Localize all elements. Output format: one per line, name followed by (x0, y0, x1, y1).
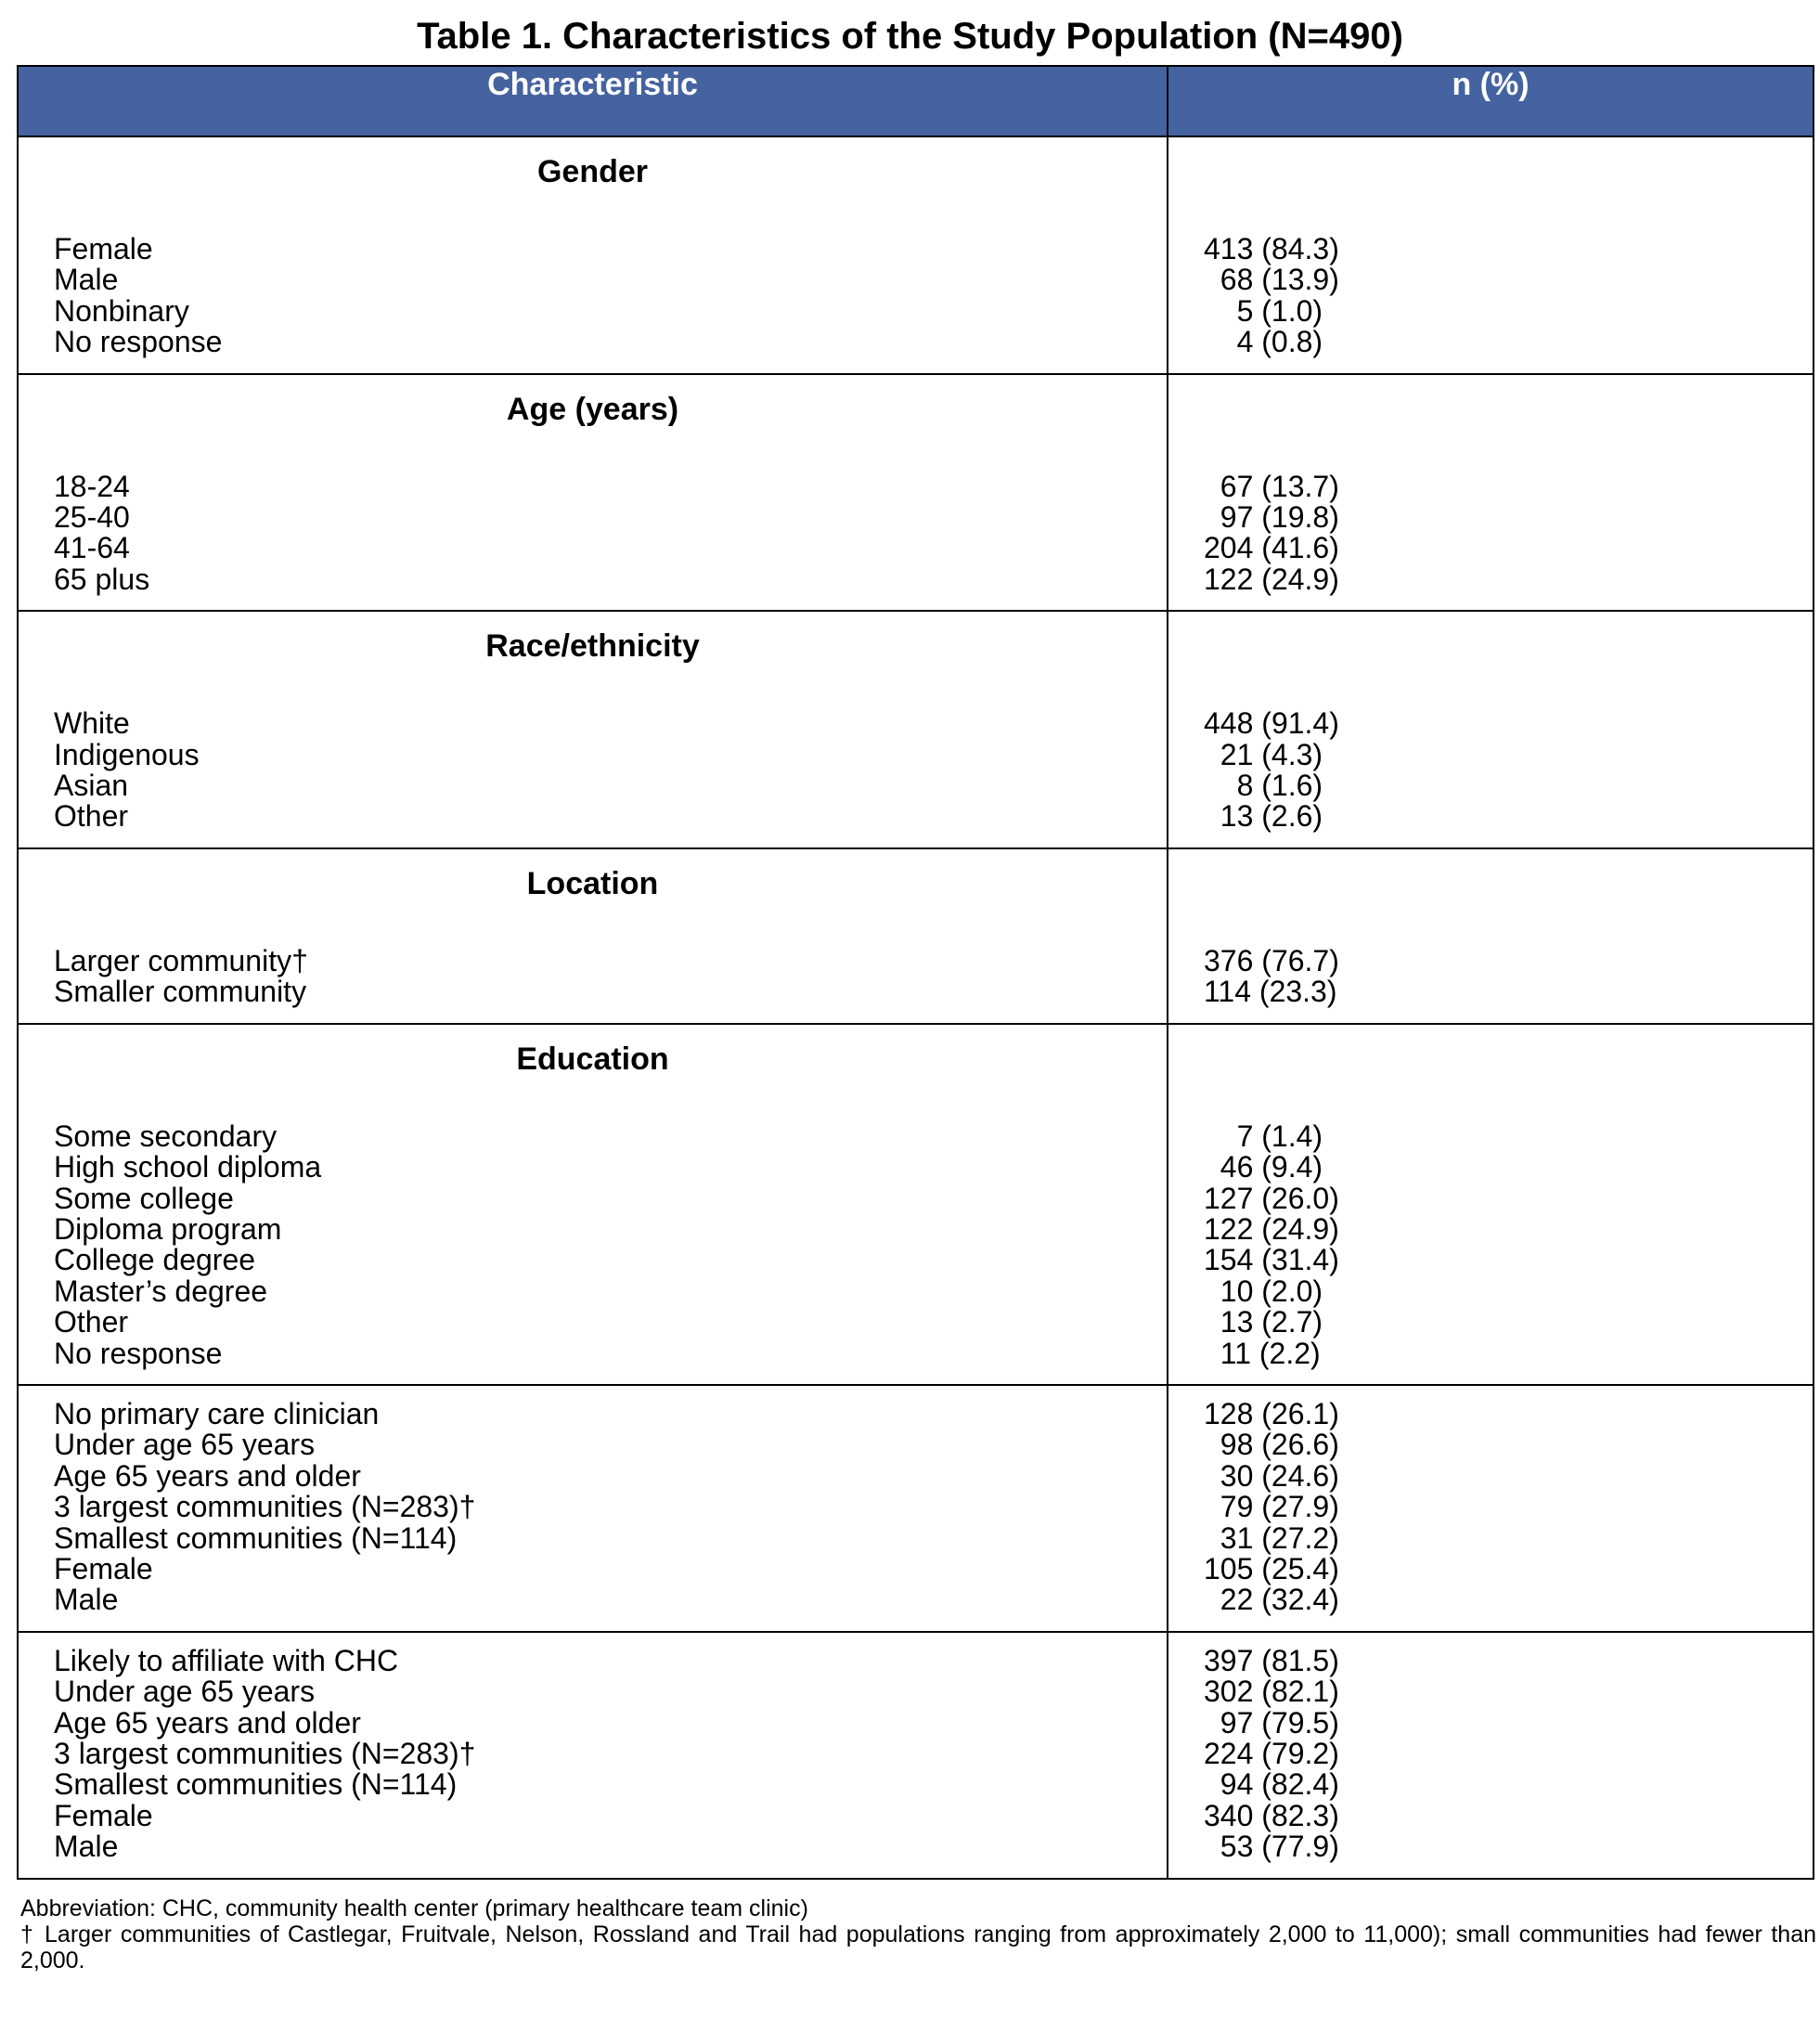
row-label: Age 65 years and older (54, 1458, 361, 1493)
row-label: Larger community† (54, 943, 308, 977)
table-header-row (18, 66, 1814, 136)
row-label: High school diploma (54, 1150, 322, 1184)
characteristic-cell (18, 136, 1168, 374)
row-value: 79 (27.9) (1204, 1490, 1339, 1524)
row-label: Smaller community (54, 975, 307, 1009)
n-percent-cell (1168, 1385, 1814, 1632)
row-label: Smallest communities (N=114) (54, 1520, 458, 1555)
row-value: 46 (9.4) (1204, 1150, 1323, 1184)
row-value: 98 (26.6) (1204, 1428, 1339, 1462)
row-label: No primary care clinician (54, 1396, 380, 1430)
header-n-percent: n (%) (1168, 66, 1814, 136)
section-title: Gender (536, 154, 649, 189)
row-value: 413 (84.3) (1204, 232, 1339, 265)
characteristic-cell (18, 1024, 1168, 1385)
row-label: Other (54, 799, 129, 834)
row-label: Age 65 years and older (54, 1705, 361, 1740)
row-label: Under age 65 years (54, 1428, 316, 1462)
characteristics-table (17, 65, 1814, 1880)
table-section-row (18, 1632, 1814, 1879)
row-label: 41-64 (54, 531, 130, 565)
row-value: 114 (23.3) (1204, 975, 1337, 1009)
n-percent-cell (1168, 1024, 1814, 1385)
row-label: Master’s degree (54, 1274, 268, 1308)
row-label: No response (54, 1336, 223, 1370)
row-value: 97 (79.5) (1204, 1705, 1339, 1740)
row-value: 21 (4.3) (1204, 737, 1323, 771)
row-value: 127 (26.0) (1204, 1181, 1339, 1215)
row-label: 18-24 (54, 469, 130, 503)
row-label: Male (54, 1583, 119, 1617)
footnote-dagger: † Larger communities of Castlegar, Fruitvale, Nelson, Rossland and Trail had populations ranging from approximately 2,000 to 11,000); small communities had fewer than 2,000. (20, 1921, 1816, 1973)
row-label: Other (54, 1305, 129, 1339)
row-value: 10 (2.0) (1204, 1274, 1323, 1308)
row-label: Female (54, 232, 153, 265)
row-label: Under age 65 years (54, 1675, 316, 1709)
characteristic-cell (18, 374, 1168, 612)
row-value: 154 (31.4) (1204, 1243, 1339, 1277)
row-value: 122 (24.9) (1204, 562, 1339, 596)
table-section-row (18, 611, 1814, 848)
row-value: 31 (27.2) (1204, 1520, 1339, 1555)
row-value: 376 (76.7) (1204, 943, 1339, 977)
row-value: 5 (1.0) (1204, 293, 1323, 328)
row-label: 3 largest communities (N=283)† (54, 1490, 476, 1524)
row-label: Some secondary (54, 1119, 278, 1153)
table-section-row (18, 1385, 1814, 1632)
n-percent-cell (1168, 374, 1814, 612)
characteristic-cell (18, 611, 1168, 848)
row-label: No response (54, 325, 223, 359)
row-value: 13 (2.7) (1204, 1305, 1323, 1339)
table-section-row (18, 136, 1814, 374)
row-label: 25-40 (54, 500, 130, 535)
row-value: 7 (1.4) (1204, 1119, 1323, 1153)
row-label: Smallest communities (N=114) (54, 1767, 458, 1802)
row-value: 122 (24.9) (1204, 1211, 1339, 1246)
row-value: 4 (0.8) (1204, 325, 1323, 359)
row-value: 53 (77.9) (1204, 1830, 1339, 1864)
section-title: Age (years) (506, 391, 679, 427)
footnotes (20, 1895, 1816, 1973)
row-label: Indigenous (54, 737, 200, 771)
row-value: 67 (13.7) (1204, 469, 1339, 503)
n-percent-cell (1168, 611, 1814, 848)
row-value: 302 (82.1) (1204, 1675, 1339, 1709)
row-label: College degree (54, 1243, 256, 1277)
row-value: 340 (82.3) (1204, 1798, 1339, 1832)
characteristic-cell (18, 1632, 1168, 1879)
row-label: 3 largest communities (N=283)† (54, 1737, 476, 1770)
row-label: Nonbinary (54, 293, 189, 328)
row-value: 22 (32.4) (1204, 1583, 1339, 1617)
row-label: 65 plus (54, 562, 150, 596)
table-section-row (18, 374, 1814, 612)
table-title: Table 1. Characteristics of the Study Population (N=490) (417, 16, 1403, 57)
footnote-abbreviation: Abbreviation: CHC, community health center (primary healthcare team clinic) (20, 1895, 808, 1921)
row-label: Female (54, 1798, 153, 1832)
header-characteristic: Characteristic (18, 66, 1168, 136)
row-label: Female (54, 1551, 153, 1585)
row-value: 8 (1.6) (1204, 769, 1323, 803)
table-section-row (18, 1024, 1814, 1385)
section-title: Location (526, 865, 659, 901)
row-value: 397 (81.5) (1204, 1643, 1339, 1677)
row-value: 224 (79.2) (1204, 1737, 1339, 1770)
row-label: White (54, 706, 130, 741)
row-label: Male (54, 263, 119, 297)
row-value: 204 (41.6) (1204, 531, 1339, 565)
row-label: Asian (54, 769, 129, 803)
section-title: Education (516, 1041, 669, 1077)
section-title: Race/ethnicity (485, 628, 700, 665)
n-percent-cell (1168, 848, 1814, 1024)
n-percent-cell (1168, 1632, 1814, 1879)
row-label: Male (54, 1830, 119, 1864)
row-value: 30 (24.6) (1204, 1458, 1339, 1493)
row-value: 128 (26.1) (1204, 1396, 1339, 1430)
n-percent-cell (1168, 136, 1814, 374)
row-value: 448 (91.4) (1204, 706, 1339, 741)
row-value: 11 (2.2) (1204, 1336, 1321, 1370)
table-section-row (18, 848, 1814, 1024)
characteristic-cell (18, 848, 1168, 1024)
row-value: 94 (82.4) (1204, 1767, 1339, 1802)
row-value: 68 (13.9) (1204, 263, 1339, 297)
row-value: 13 (2.6) (1204, 799, 1323, 834)
characteristic-cell (18, 1385, 1168, 1632)
row-label: Likely to affiliate with CHC (54, 1643, 399, 1677)
row-label: Some college (54, 1181, 234, 1215)
row-value: 105 (25.4) (1204, 1551, 1339, 1585)
row-value: 97 (19.8) (1204, 500, 1339, 535)
row-label: Diploma program (54, 1211, 282, 1246)
table-body (18, 136, 1814, 1879)
